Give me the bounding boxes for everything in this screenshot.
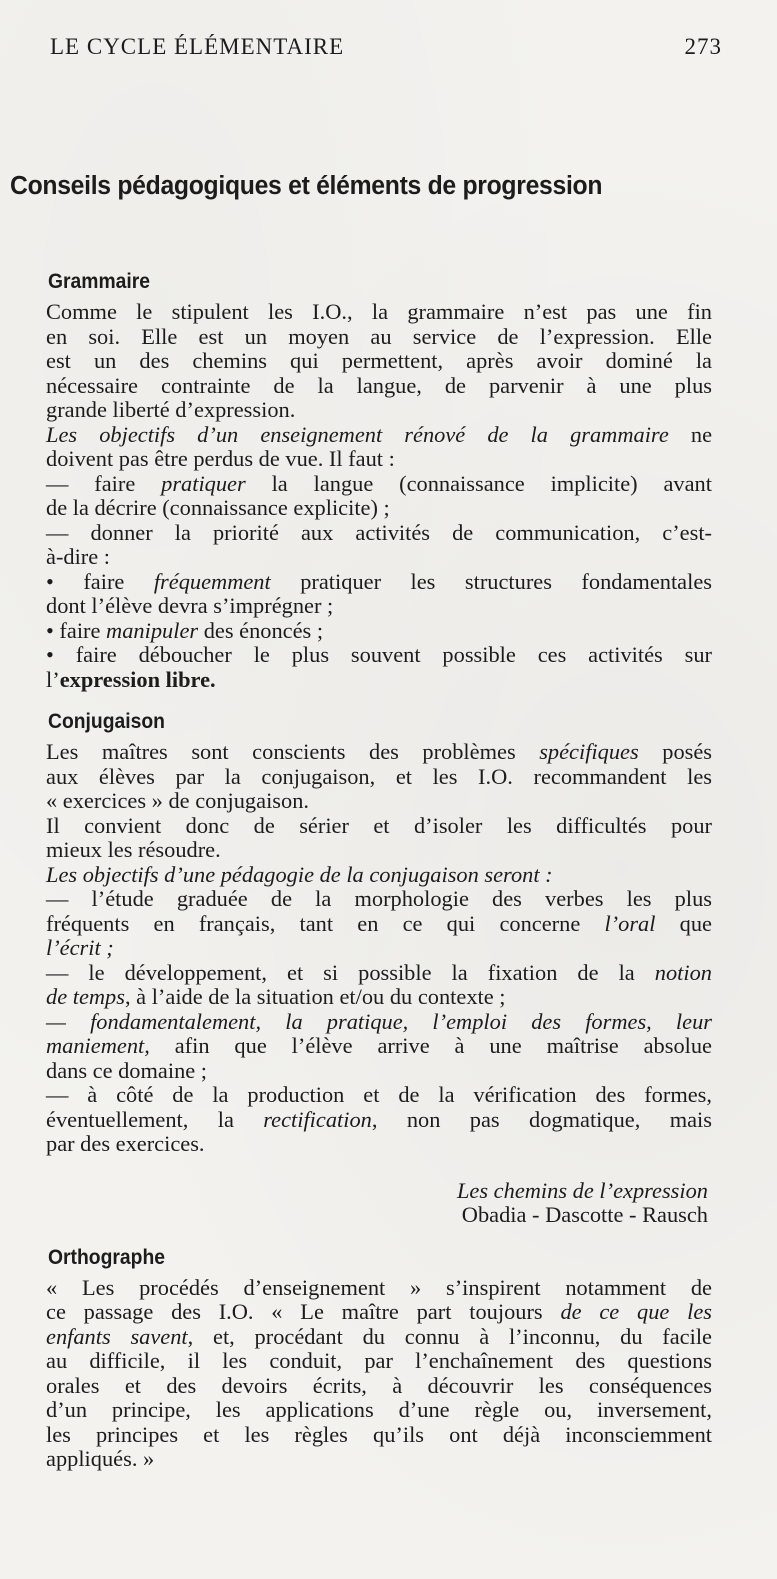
text-line: — l’étude graduée de la morphologie des verbes les plus bbox=[46, 886, 712, 911]
text-line bbox=[46, 1034, 712, 1059]
text-fragment: • faire bbox=[46, 617, 107, 643]
text-line bbox=[46, 1325, 712, 1350]
italic-text: — fondamentalement, la pratique, l’emploi des formes, leur bbox=[46, 1008, 712, 1034]
main-content bbox=[46, 270, 712, 1472]
text-line: dont l’élève devra s’imprégner ; bbox=[46, 593, 334, 618]
page-number: 273 bbox=[684, 34, 722, 59]
italic-text: l’écrit ; bbox=[46, 935, 114, 960]
italic-text: l’oral bbox=[604, 910, 656, 936]
text-fragment: que bbox=[655, 910, 712, 936]
italic-text: notion bbox=[654, 959, 712, 985]
citation-title: Les chemins de l’expression bbox=[456, 1177, 708, 1203]
text-fragment: posés bbox=[638, 739, 713, 764]
italic-text: pratiquer bbox=[161, 470, 246, 496]
text-fragment: Les maîtres sont conscients des problèmes bbox=[46, 739, 540, 764]
text-line: en soi. Elle est un moyen au service de l’expression. Elle bbox=[46, 323, 712, 349]
section-heading-grammaire: Grammaire bbox=[48, 270, 151, 293]
text-fragment: pratiquer les structures fondamentales bbox=[270, 568, 712, 594]
text-fragment: — faire bbox=[46, 470, 162, 496]
italic-text: Les objectifs d’un enseignement rénové de la grammaire bbox=[46, 421, 669, 447]
text-line: de la décrire (connaissance explicite) ; bbox=[46, 495, 390, 520]
text-line: Il convient donc de sérier et d’isoler les difficultés pour bbox=[46, 812, 712, 838]
text-line: « Les procédés d’enseignement » s’inspirent notamment de bbox=[46, 1274, 712, 1300]
text-line: Comme le stipulent les I.O., la grammaire n’est pas une fin bbox=[46, 299, 712, 324]
text-line: — à côté de la production et de la vérification des formes, bbox=[46, 1082, 712, 1107]
text-fragment: la langue (connaissance implicite) avant bbox=[245, 470, 712, 496]
text-fragment: éventuellement, la bbox=[46, 1106, 264, 1132]
text-fragment: • faire bbox=[46, 568, 154, 594]
text-fragment: afin que l’élève arrive à une maîtrise absolue bbox=[149, 1033, 712, 1058]
text-fragment: , et, procédant du connu à l’inconnu, du facile bbox=[187, 1323, 712, 1349]
text-line bbox=[46, 985, 712, 1010]
text-line bbox=[46, 1108, 712, 1133]
text-line bbox=[46, 668, 712, 693]
text-fragment: ce passage des I.O. « Le maître part toujours bbox=[46, 1299, 561, 1324]
text-line bbox=[46, 1010, 712, 1035]
text-line: à-dire : bbox=[46, 544, 111, 569]
section-body-grammaire bbox=[46, 300, 712, 692]
text-line: — donner la priorité aux activités de communication, c’est- bbox=[46, 519, 712, 545]
text-line: appliqués. » bbox=[46, 1446, 155, 1471]
text-fragment: des énoncés ; bbox=[198, 617, 324, 643]
text-line bbox=[46, 423, 712, 448]
italic-text: enfants savent bbox=[46, 1323, 188, 1349]
text-line bbox=[46, 1300, 712, 1325]
italic-text: fréquemment bbox=[153, 568, 271, 594]
text-line: dans ce domaine ; bbox=[46, 1057, 208, 1083]
chapter-title: LE CYCLE ÉLÉMENTAIRE bbox=[50, 34, 345, 59]
text-line: d’un principe, les applications d’une règle ou, inversement, bbox=[46, 1397, 712, 1422]
text-line: aux élèves par la conjugaison, et les I.O. recommandent les bbox=[46, 763, 712, 789]
italic-text: de temps bbox=[46, 984, 125, 1009]
text-line: nécessaire contrainte de la langue, de parvenir à une plus bbox=[46, 372, 712, 398]
text-line: grande liberté d’expression. bbox=[46, 397, 296, 422]
text-line bbox=[46, 472, 712, 497]
text-line bbox=[46, 619, 712, 644]
text-line: « exercices » de conjugaison. bbox=[46, 788, 309, 813]
text-line: les principes et les règles qu’ils ont déjà inconsciemment bbox=[46, 1421, 712, 1447]
text-line: orales et des devoirs écrits, à découvrir les conséquences bbox=[46, 1372, 712, 1398]
page-title: Conseils pédagogiques et éléments de progression bbox=[10, 172, 603, 200]
text-line bbox=[46, 912, 712, 937]
section-body-conjugaison bbox=[46, 740, 712, 1157]
italic-text: de ce que les bbox=[560, 1299, 712, 1324]
text-fragment: , à l’aide de la situation et/ou du contexte ; bbox=[124, 984, 506, 1009]
text-fragment: fréquents en français, tant en ce qui concerne bbox=[46, 910, 605, 936]
italic-text: maniement, bbox=[46, 1033, 150, 1058]
italic-text: Les objectifs d’une pédagogie de la conjugaison seront : bbox=[46, 861, 553, 887]
text-line: doivent pas être perdus de vue. Il faut : bbox=[46, 446, 395, 471]
section-heading-orthographe: Orthographe bbox=[48, 1245, 165, 1269]
bold-text: expression libre. bbox=[59, 666, 216, 692]
italic-text: manipuler bbox=[106, 617, 199, 643]
citation-authors: Obadia - Dascotte - Rausch bbox=[461, 1202, 708, 1227]
text-fragment: l’ bbox=[46, 666, 60, 692]
text-line bbox=[46, 863, 712, 888]
text-line bbox=[46, 936, 712, 961]
text-line: est un des chemins qui permettent, après avoir dominé la bbox=[46, 348, 712, 373]
section-body-orthographe bbox=[46, 1276, 712, 1472]
section-heading-conjugaison: Conjugaison bbox=[48, 710, 165, 733]
text-line bbox=[46, 740, 712, 765]
citation bbox=[46, 1179, 708, 1228]
italic-text: rectification bbox=[263, 1106, 372, 1132]
text-line bbox=[46, 570, 712, 595]
text-line bbox=[46, 961, 712, 986]
text-line: par des exercices. bbox=[46, 1131, 205, 1156]
text-line: mieux les résoudre. bbox=[46, 837, 221, 862]
text-fragment: ne bbox=[668, 421, 713, 447]
text-line: au difficile, il les conduit, par l’enchaînement des questions bbox=[46, 1348, 712, 1373]
text-line: • faire déboucher le plus souvent possible ces activités sur bbox=[46, 642, 712, 667]
text-fragment: — le développement, et si possible la fixation de la bbox=[46, 959, 655, 985]
running-head bbox=[50, 34, 722, 60]
text-fragment: , non pas dogmatique, mais bbox=[371, 1106, 712, 1132]
italic-text: spécifiques bbox=[539, 739, 639, 764]
